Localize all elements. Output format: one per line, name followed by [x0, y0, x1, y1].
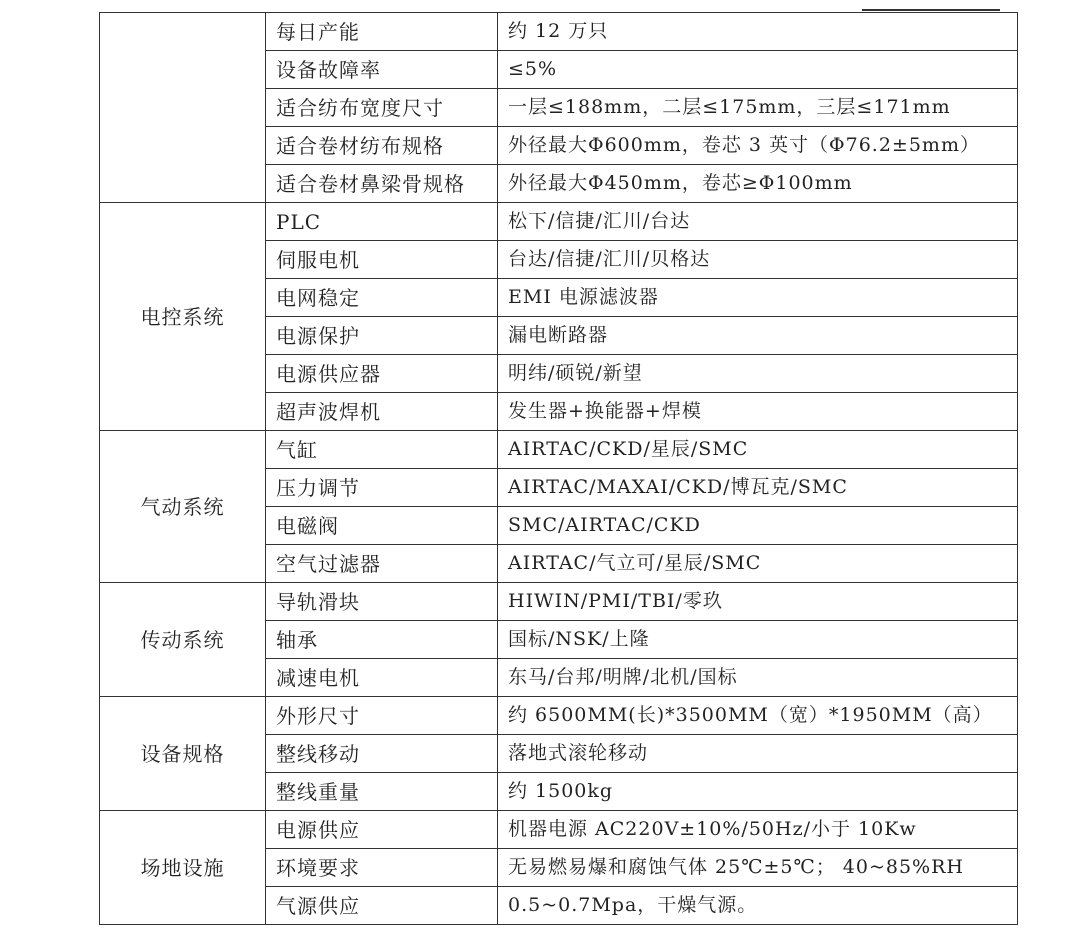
spec-value: 落地式滚轮移动 [498, 735, 1018, 773]
spec-label: 减速电机 [266, 659, 498, 697]
spec-value: 漏电断路器 [498, 317, 1018, 355]
spec-label: 设备故障率 [266, 51, 498, 89]
category-cell [100, 13, 266, 203]
spec-label: 电磁阀 [266, 507, 498, 545]
spec-label: 气源供应 [266, 887, 498, 925]
spec-label: 外形尺寸 [266, 697, 498, 735]
category-cell: 传动系统 [100, 583, 266, 697]
spec-value: 约 12 万只 [498, 13, 1018, 51]
spec-value: AIRTAC/气立可/星辰/SMC [498, 545, 1018, 583]
spec-value: AIRTAC/MAXAI/CKD/博瓦克/SMC [498, 469, 1018, 507]
spec-label: 适合卷材鼻梁骨规格 [266, 165, 498, 203]
spec-value: HIWIN/PMI/TBI/零玖 [498, 583, 1018, 621]
spec-value: 国标/NSK/上隆 [498, 621, 1018, 659]
spec-label: 电源保护 [266, 317, 498, 355]
spec-label: 超声波焊机 [266, 393, 498, 431]
spec-label: 伺服电机 [266, 241, 498, 279]
top-rule [862, 9, 1000, 11]
spec-label: 环境要求 [266, 849, 498, 887]
category-cell: 设备规格 [100, 697, 266, 811]
spec-label: 适合卷材纺布规格 [266, 127, 498, 165]
spec-value: 无易燃易爆和腐蚀气体 25℃±5℃； 40~85%RH [498, 849, 1018, 887]
spec-value: ≤5% [498, 51, 1018, 89]
spec-label: 导轨滑块 [266, 583, 498, 621]
spec-label: PLC [266, 203, 498, 241]
table-row [100, 583, 1018, 621]
spec-label: 电网稳定 [266, 279, 498, 317]
spec-value: 台达/信捷/汇川/贝格达 [498, 241, 1018, 279]
spec-value: 明纬/硕锐/新望 [498, 355, 1018, 393]
table-row [100, 697, 1018, 735]
category-cell: 气动系统 [100, 431, 266, 583]
spec-value: 0.5~0.7Mpa，干燥气源。 [498, 887, 1018, 925]
spec-value: 外径最大Φ450mm，卷芯≥Φ100mm [498, 165, 1018, 203]
spec-table [99, 12, 1018, 925]
spec-label: 电源供应器 [266, 355, 498, 393]
spec-label: 空气过滤器 [266, 545, 498, 583]
category-cell: 场地设施 [100, 811, 266, 925]
spec-label: 气缸 [266, 431, 498, 469]
table-row [100, 811, 1018, 849]
spec-label: 电源供应 [266, 811, 498, 849]
spec-value: 约 6500MM(长)*3500MM（宽）*1950MM（高） [498, 697, 1018, 735]
spec-label: 轴承 [266, 621, 498, 659]
spec-label: 每日产能 [266, 13, 498, 51]
spec-value: AIRTAC/CKD/星辰/SMC [498, 431, 1018, 469]
spec-value: 机器电源 AC220V±10%/50Hz/小于 10Kw [498, 811, 1018, 849]
spec-label: 压力调节 [266, 469, 498, 507]
table-row [100, 431, 1018, 469]
spec-value: 发生器+换能器+焊模 [498, 393, 1018, 431]
spec-label: 整线重量 [266, 773, 498, 811]
spec-value: 约 1500kg [498, 773, 1018, 811]
spec-value: EMI 电源滤波器 [498, 279, 1018, 317]
spec-label: 整线移动 [266, 735, 498, 773]
table-row [100, 13, 1018, 51]
category-cell: 电控系统 [100, 203, 266, 431]
spec-value: 外径最大Φ600mm，卷芯 3 英寸（Φ76.2±5mm） [498, 127, 1018, 165]
spec-value: SMC/AIRTAC/CKD [498, 507, 1018, 545]
spec-label: 适合纺布宽度尺寸 [266, 89, 498, 127]
table-row [100, 203, 1018, 241]
spec-value: 东马/台邦/明牌/北机/国标 [498, 659, 1018, 697]
spec-value: 一层≤188mm，二层≤175mm，三层≤171mm [498, 89, 1018, 127]
spec-value: 松下/信捷/汇川/台达 [498, 203, 1018, 241]
